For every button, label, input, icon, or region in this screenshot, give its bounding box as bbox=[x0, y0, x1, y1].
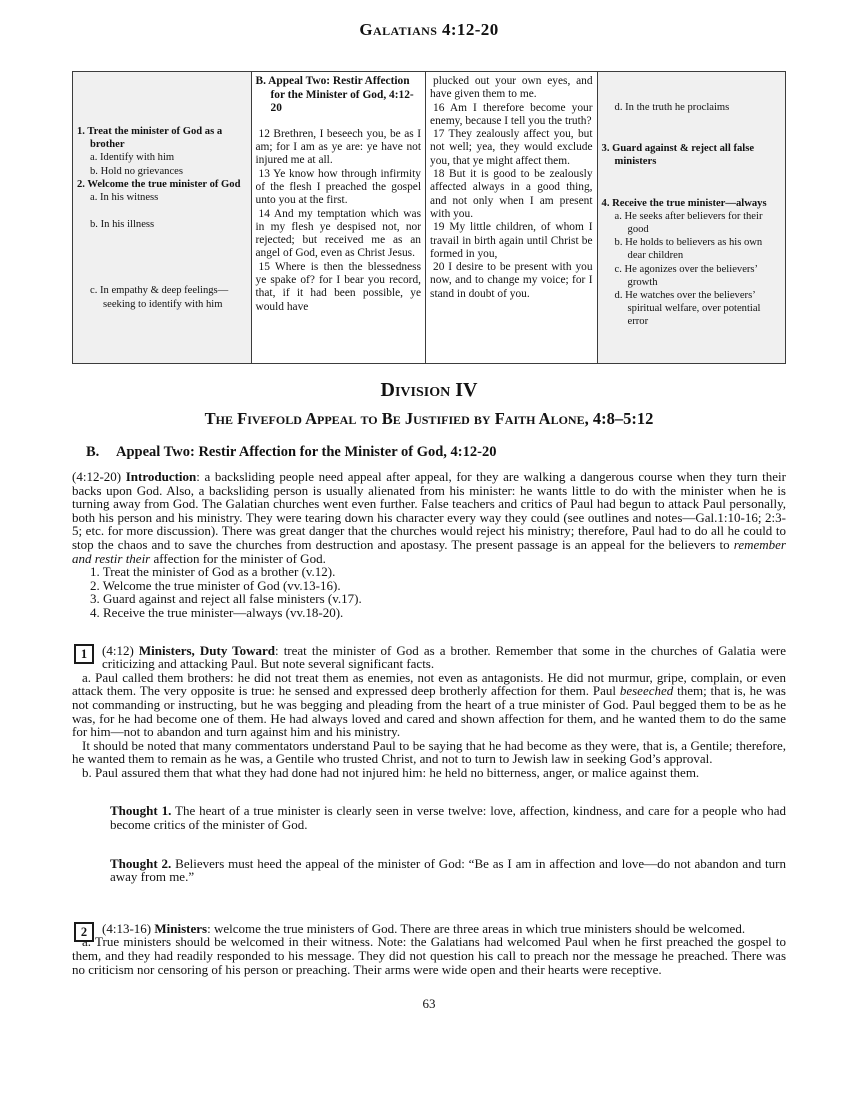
outline-point-1: 1. Treat the minister of God as a brother bbox=[77, 126, 223, 151]
point-1a-text-1: a. Paul called them brothers: he did not treat them as enemies, not even as antagonists. He did not murmur, gripe, complain, or even attack them. The very opposite is true: he sensed and expressed deep brotherly affection for them. Paul bbox=[72, 669, 786, 699]
thought-2-label: Thought 2. bbox=[110, 855, 172, 871]
page-number: 63 bbox=[422, 996, 436, 1012]
outline-point-4b: b. He holds to believers as his own dear children bbox=[614, 237, 763, 262]
point-1-note-paragraph: It should be noted that many commentators understand Paul to be saying that he had become as they were, that is, a Gentile; therefore, he wanted them to remain as he was, a Gentile who trusted Christ, and not to turn to Jewish law in seeking God’s approval. bbox=[72, 737, 786, 767]
point-1a-paragraph bbox=[72, 671, 786, 739]
point-2-head-text: : welcome the true ministers of God. There are three areas in which true ministers should be welcomed. bbox=[207, 920, 746, 936]
intro-ref: (4:12-20) bbox=[72, 469, 126, 484]
verse-17: 17 They zealously affect you, but not well; yea, they would exclude you, that ye might affect them. bbox=[430, 128, 593, 167]
intro-list-item-3: 3. Guard against and reject all false ministers (v.17). bbox=[90, 591, 362, 607]
outline-point-2c: c. In empathy & deep feelings—seeking to identify with him bbox=[90, 285, 229, 310]
outline-column-right bbox=[597, 72, 785, 363]
verse-15a: 15 Where is then the blessedness ye spake of? for I bear you record, that, if it had been possible, ye would have bbox=[255, 260, 422, 313]
intro-label: Introduction bbox=[125, 469, 197, 484]
thought-1 bbox=[110, 804, 786, 831]
outline-point-1a: a. Identify with him bbox=[90, 152, 175, 164]
point-1-number-box: 1 bbox=[74, 644, 94, 664]
intro-body-2: affection for the minister of God. bbox=[150, 550, 326, 566]
intro-emphasis: remember and restir their bbox=[72, 536, 786, 566]
outline-point-4c: c. He agonizes over the believers’ growth bbox=[614, 263, 758, 288]
outline-point-2b: b. In his illness bbox=[90, 219, 155, 231]
point-1 bbox=[72, 644, 786, 671]
point-1-ref: (4:12) bbox=[102, 642, 139, 658]
verse-19: 19 My little children, of whom I travail in birth again until Christ be formed in you, bbox=[430, 221, 593, 260]
intro-list-item-4: 4. Receive the true minister—always (vv.18-20). bbox=[90, 604, 344, 620]
running-head: Galatians 4:12-20 bbox=[359, 20, 499, 39]
verse-12: 12 Brethren, I beseech you, be as I am; for I am as ye are: ye have not injured me at all. bbox=[255, 127, 422, 167]
point-2-label: Ministers bbox=[154, 920, 208, 936]
outline-point-4a: a. He seeks after believers for their good bbox=[614, 210, 763, 236]
outline-point-2d: d. In the truth he proclaims bbox=[614, 102, 730, 113]
scripture-heading: B. Appeal Two: Restir Affection for the Minister of God, 4:12-20 bbox=[255, 75, 414, 115]
section-title: Appeal Two: Restir Affection for the Minister of God, 4:12-20 bbox=[116, 444, 497, 460]
outline-point-2a: a. In his witness bbox=[90, 192, 159, 204]
point-1-head-text: : treat the minister of God as a brother. Remember that some in the churches of Galatia were criticizing and attacking Paul. But note several significant facts. bbox=[102, 642, 786, 672]
verse-18: 18 But it is good to be zealously affected always in a good thing, and not only when I am present with you. bbox=[430, 168, 593, 220]
outline-point-2: 2. Welcome the true minister of God bbox=[77, 178, 241, 190]
point-2-heading bbox=[102, 922, 786, 936]
introduction-paragraph bbox=[72, 470, 786, 565]
verse-14: 14 And my temptation which was in my flesh ye despised not, nor rejected; but received me as an angel of God, even as Christ Jesus. bbox=[255, 207, 422, 260]
outline-point-3: 3. Guard against & reject all false ministers bbox=[601, 143, 755, 168]
thought-2 bbox=[110, 857, 786, 884]
scripture-column-2 bbox=[425, 72, 597, 363]
outline-point-4: 4. Receive the true minister—always bbox=[601, 197, 767, 209]
scripture-column-1 bbox=[251, 72, 426, 363]
verse-15b: plucked out your own eyes, and have given them to me. bbox=[430, 75, 593, 101]
verse-20: 20 I desire to be present with you now, and to change my voice; for I stand in doubt of you. bbox=[430, 261, 593, 300]
point-2-number-box: 2 bbox=[74, 922, 94, 942]
outline-point-1b: b. Hold no grievances bbox=[90, 165, 183, 177]
point-2-ref: (4:13-16) bbox=[102, 920, 155, 936]
division-subtitle: The Fivefold Appeal to Be Justified by Faith Alone, 4:8–5:12 bbox=[204, 409, 654, 428]
point-2 bbox=[72, 920, 786, 939]
intro-list-item-2: 2. Welcome the true minister of God (vv.13-16). bbox=[90, 577, 341, 593]
thought-1-label: Thought 1. bbox=[110, 803, 172, 819]
outline-table bbox=[72, 71, 786, 364]
verse-13: 13 Ye know how through infirmity of the flesh I preached the gospel unto you at the first. bbox=[255, 167, 422, 207]
outline-column-left bbox=[73, 72, 251, 363]
point-1a-emphasis: beseeched bbox=[619, 683, 674, 699]
point-1-heading bbox=[102, 644, 786, 671]
intro-body-1: : a backsliding people need appeal after appeal, for they are walking a dangerous course when they turn their backs upon God. Also, a backsliding person is usually alienated from his minister: he wants little to do with the minister when he is turning away from God. The Galatian churches went even further. False teachers and critics of Paul had begun to attack Paul personally, both his person and his ministry. They were tearing down his character every way they could (see outlines and notes—Gal.1:10-16; 2:3-5; etc. for more discussion). There was great danger that the churches would reject his ministry; therefore, Paul had to do all he could to stop the chaos and to save the churches from destruction and apostasy. The present passage is an appeal for the believers to bbox=[72, 469, 786, 552]
thought-2-text: Believers must heed the appeal of the minister of God: “Be as I am in affection and love—do not abandon and turn away from me.” bbox=[110, 855, 786, 885]
division-title: Division IV bbox=[380, 379, 478, 401]
section-letter: B. bbox=[86, 444, 100, 460]
verse-16: 16 Am I therefore become your enemy, because I tell you the truth? bbox=[430, 101, 593, 127]
thought-1-text: The heart of a true minister is clearly seen in verse twelve: love, affection, kindness, and care for a people who had become critics of the minister of God. bbox=[110, 803, 786, 833]
point-1-label: Ministers, Duty Toward bbox=[138, 642, 276, 658]
outline-point-4d: d. He watches over the believers’ spiritual welfare, over potential error bbox=[614, 290, 761, 328]
intro-list-item-1: 1. Treat the minister of God as a brother (v.12). bbox=[90, 564, 336, 580]
point-1b-paragraph: b. Paul assured them that what they had done had not injured him: he held no bitterness, anger, or malice against them. bbox=[82, 764, 700, 780]
point-1a-text-2: them; that is, he was not commanding or instructing, but he was begging and pleading from the heart of a true minister of God. Paul begged them to be as he was, for he had become one of them. He had always loved and cared and shown affection for them, and he wanted them to do the same for him—not to abandon and turn against him and his ministry. bbox=[72, 683, 786, 740]
section-heading bbox=[86, 444, 786, 461]
point-2a-paragraph: a. True ministers should be welcomed in their witness. Note: the Galatians had welcomed Paul when he first preached the gospel to them, and they had readily responded to his message. They did not question his call to preach nor the message he preached. There was no criticism nor censoring of his person or preaching. Their arms were wide open and their hearts were receptive. bbox=[72, 934, 786, 977]
